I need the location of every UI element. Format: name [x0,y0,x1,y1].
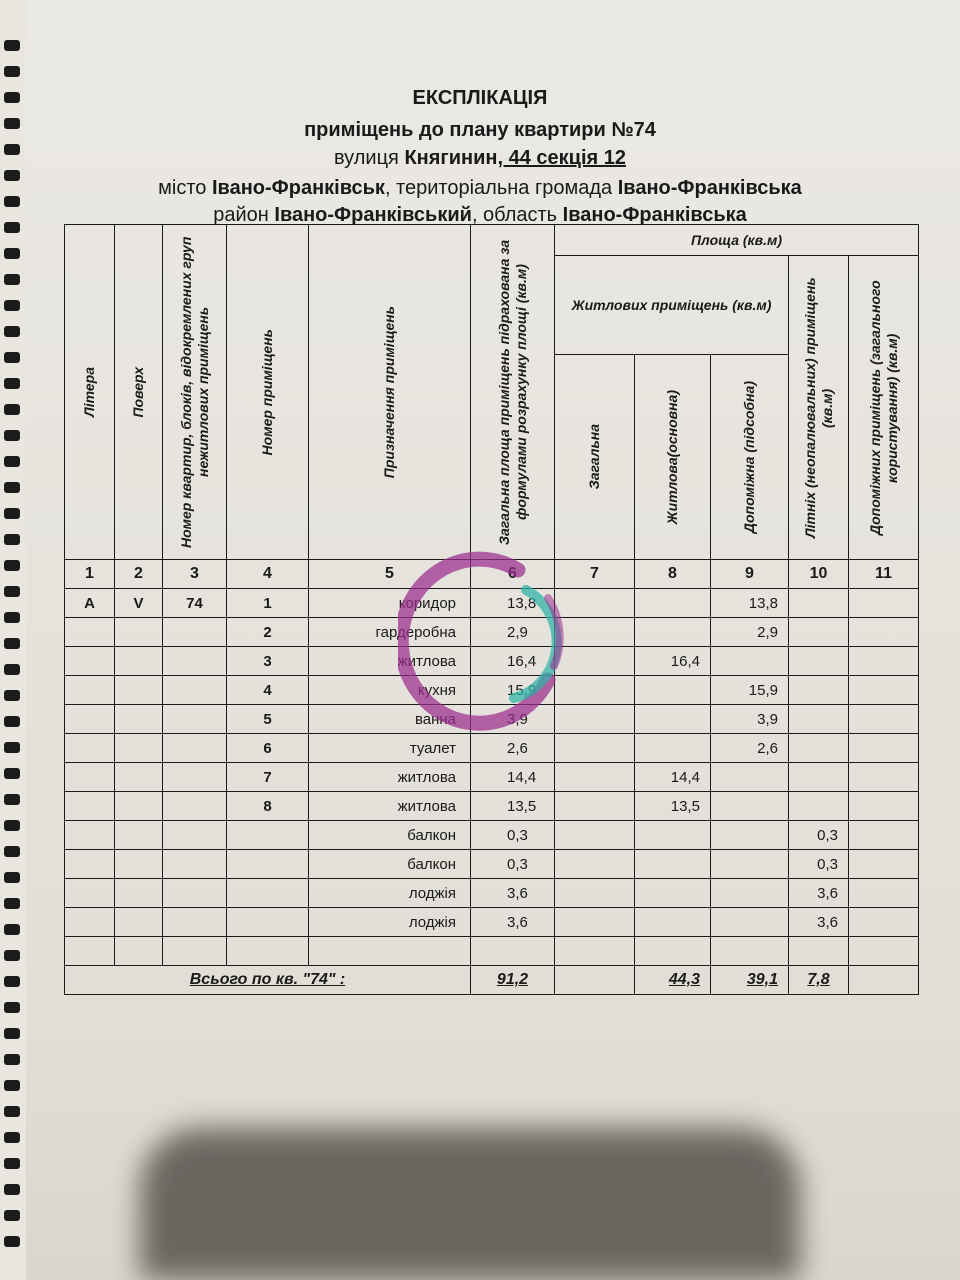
binding-coil [4,872,20,883]
cell-apartment-no [163,647,227,676]
cell-apartment-no [163,821,227,850]
cell-total-area: 3,6 [471,879,555,908]
cell-total-area: 2,9 [471,618,555,647]
table-row [65,937,919,966]
cell-total-area: 0,3 [471,850,555,879]
cell-apartment-no [163,618,227,647]
cell-room-no [227,908,309,937]
cell-auxiliary: 15,9 [711,676,789,705]
cell-general [555,850,635,879]
cell-litera [65,676,115,705]
cell-summer: 0,3 [789,821,849,850]
header-poverkh: Поверх [115,225,163,560]
cell-purpose: балкон [309,850,471,879]
cell-purpose: ванна [309,705,471,734]
cell-summer [789,734,849,763]
address-city: місто Івано-Франківськ, територіальна громада Івано-Франківська [158,177,802,199]
col-number: 9 [711,560,789,589]
total-summer: 7,8 [789,966,849,995]
binding-coil [4,1106,20,1117]
cell-main [635,821,711,850]
header-litera: Літера [65,225,115,560]
cell-apartment-no [163,879,227,908]
cell-litera [65,850,115,879]
cell-common [849,734,919,763]
col-number: 10 [789,560,849,589]
cell-total-area: 14,4 [471,763,555,792]
cell-total-area: 16,4 [471,647,555,676]
cell-main [635,937,711,966]
cell-auxiliary [711,879,789,908]
cell-room-no: 8 [227,792,309,821]
cell-main [635,676,711,705]
total-common [849,966,919,995]
binding-coil [4,612,20,623]
table-row [65,589,919,618]
cell-purpose: балкон [309,821,471,850]
col-number: 1 [65,560,115,589]
cell-general [555,763,635,792]
cell-litera: А [65,589,115,618]
cell-poverkh [115,792,163,821]
cell-litera [65,763,115,792]
cell-apartment-no [163,734,227,763]
cell-common [849,850,919,879]
binding-coil [4,820,20,831]
cell-summer [789,937,849,966]
cell-purpose: гардеробна [309,618,471,647]
column-numbers-row [65,560,919,589]
cell-purpose [309,937,471,966]
table-row [65,763,919,792]
cell-room-no: 5 [227,705,309,734]
table-row [65,850,919,879]
cell-general [555,705,635,734]
binding-coil [4,716,20,727]
doc-subtitle: приміщень до плану квартири №74 [304,119,656,141]
cell-purpose: житлова [309,763,471,792]
binding-coil [4,508,20,519]
shadow-smudge [140,1128,800,1280]
cell-apartment-no [163,676,227,705]
binding-coil [4,742,20,753]
binding-coil [4,586,20,597]
header-total-area: Загальна площа приміщень підрахована за формулами розрахунку площі (кв.м) [471,225,555,560]
cell-common [849,618,919,647]
cell-common [849,647,919,676]
cell-general [555,647,635,676]
cell-common [849,705,919,734]
cell-summer [789,618,849,647]
cell-auxiliary [711,908,789,937]
cell-room-no: 6 [227,734,309,763]
cell-purpose: кухня [309,676,471,705]
cell-summer [789,763,849,792]
cell-poverkh [115,618,163,647]
binding-coil [4,40,20,51]
binding-coil [4,534,20,545]
col-number: 6 [471,560,555,589]
header-room-no: Номер приміщень [227,225,309,560]
cell-litera [65,879,115,908]
cell-auxiliary [711,647,789,676]
cell-litera [65,908,115,937]
binding-coil [4,66,20,77]
col-number: 2 [115,560,163,589]
cell-litera [65,937,115,966]
cell-main [635,850,711,879]
doc-title: ЕКСПЛІКАЦІЯ [412,87,548,109]
cell-general [555,937,635,966]
cell-summer [789,705,849,734]
header-area: Площа (кв.м) [555,225,919,256]
cell-summer [789,647,849,676]
binding-coil [4,768,20,779]
header-apartment-no: Номер квартир, блоків, відокремлених груп нежитлових приміщень [163,225,227,560]
cell-common [849,908,919,937]
cell-main [635,618,711,647]
cell-poverkh: V [115,589,163,618]
cell-apartment-no [163,850,227,879]
col-number: 3 [163,560,227,589]
cell-total-area [471,937,555,966]
cell-litera [65,792,115,821]
cell-general [555,792,635,821]
cell-apartment-no: 74 [163,589,227,618]
cell-apartment-no [163,908,227,937]
cell-main: 14,4 [635,763,711,792]
table-row [65,821,919,850]
binding-coil [4,560,20,571]
cell-poverkh [115,676,163,705]
cell-poverkh [115,908,163,937]
total-auxiliary: 39,1 [711,966,789,995]
header-living: Житлових приміщень (кв.м) [555,256,789,355]
binding-coil [4,1002,20,1013]
binding-coil [4,924,20,935]
total-general [555,966,635,995]
cell-general [555,908,635,937]
cell-main: 16,4 [635,647,711,676]
address-district: район Івано-Франківський, область Івано-Франківська [213,204,747,226]
binding-coil [4,638,20,649]
cell-general [555,618,635,647]
binding-coil [4,1054,20,1065]
cell-auxiliary: 3,9 [711,705,789,734]
total-main: 44,3 [635,966,711,995]
header-main: Житлова(основна) [635,355,711,560]
cell-purpose: житлова [309,792,471,821]
cell-apartment-no [163,763,227,792]
cell-general [555,821,635,850]
col-number: 4 [227,560,309,589]
binding-coil [4,352,20,363]
cell-poverkh [115,850,163,879]
binding-coil [4,430,20,441]
cell-poverkh [115,937,163,966]
cell-general [555,589,635,618]
table-row [65,792,919,821]
cell-summer: 3,6 [789,908,849,937]
binding-coil [4,378,20,389]
cell-poverkh [115,821,163,850]
cell-litera [65,647,115,676]
cell-main [635,705,711,734]
binding-coil [4,1158,20,1169]
binding-coil [4,950,20,961]
cell-litera [65,821,115,850]
binding-coil [4,326,20,337]
cell-main [635,908,711,937]
cell-purpose: туалет [309,734,471,763]
cell-auxiliary [711,763,789,792]
explication-table [64,224,919,995]
cell-general [555,879,635,908]
cell-general [555,734,635,763]
binding-coil [4,976,20,987]
cell-auxiliary [711,792,789,821]
binding-coil [4,664,20,675]
binding-coil [4,898,20,909]
cell-common [849,792,919,821]
cell-room-no: 3 [227,647,309,676]
header-purpose: Призначення приміщень [309,225,471,560]
header-general: Загальна [555,355,635,560]
cell-apartment-no [163,792,227,821]
cell-summer: 0,3 [789,850,849,879]
cell-purpose: лоджія [309,879,471,908]
cell-litera [65,705,115,734]
cell-common [849,676,919,705]
address-street: вулиця Княгинин, 44 секція 12 [334,147,626,169]
table-row [65,879,919,908]
cell-total-area: 13,8 [471,589,555,618]
cell-room-no [227,850,309,879]
table-row [65,618,919,647]
cell-auxiliary: 2,6 [711,734,789,763]
cell-common [849,879,919,908]
cell-apartment-no [163,705,227,734]
cell-total-area: 13,5 [471,792,555,821]
cell-room-no [227,879,309,908]
cell-room-no [227,821,309,850]
cell-total-area: 3,6 [471,908,555,937]
cell-auxiliary: 2,9 [711,618,789,647]
cell-general [555,676,635,705]
binding-coil [4,1210,20,1221]
total-row [65,966,919,995]
cell-room-no: 7 [227,763,309,792]
cell-room-no [227,937,309,966]
cell-common [849,937,919,966]
table-row [65,676,919,705]
cell-room-no: 2 [227,618,309,647]
binding-coil [4,1028,20,1039]
cell-auxiliary [711,850,789,879]
total-label: Всього по кв. "74" : [65,966,471,995]
header-summer: Літніх (неопалювальних) приміщень (кв.м) [789,256,849,560]
total-area: 91,2 [471,966,555,995]
cell-auxiliary: 13,8 [711,589,789,618]
table-row [65,705,919,734]
binding-coil [4,456,20,467]
cell-poverkh [115,734,163,763]
cell-poverkh [115,705,163,734]
cell-purpose: коридор [309,589,471,618]
cell-common [849,763,919,792]
cell-common [849,589,919,618]
cell-apartment-no [163,937,227,966]
cell-main [635,879,711,908]
cell-summer [789,792,849,821]
cell-litera [65,734,115,763]
header-common: Допоміжних приміщень (загального користування) (кв.м) [849,256,919,560]
header-auxiliary: Допоміжна (підсобна) [711,355,789,560]
col-number: 5 [309,560,471,589]
table-row [65,908,919,937]
cell-purpose: лоджія [309,908,471,937]
cell-summer [789,589,849,618]
binding-coil [4,1236,20,1247]
col-number: 11 [849,560,919,589]
cell-common [849,821,919,850]
cell-auxiliary [711,821,789,850]
binding-coil [4,1132,20,1143]
binding-coil [4,404,20,415]
cell-auxiliary [711,937,789,966]
binding-coil [4,794,20,805]
table-row [65,647,919,676]
cell-poverkh [115,763,163,792]
cell-summer: 3,6 [789,879,849,908]
binding-coil [4,482,20,493]
cell-main [635,734,711,763]
cell-total-area: 3,9 [471,705,555,734]
cell-litera [65,618,115,647]
cell-poverkh [115,879,163,908]
cell-total-area: 15,9 [471,676,555,705]
cell-room-no: 1 [227,589,309,618]
cell-main [635,589,711,618]
col-number: 7 [555,560,635,589]
cell-purpose: житлова [309,647,471,676]
col-number: 8 [635,560,711,589]
table-row [65,734,919,763]
cell-room-no: 4 [227,676,309,705]
binding-coil [4,274,20,285]
cell-summer [789,676,849,705]
cell-total-area: 0,3 [471,821,555,850]
binding-coil [4,690,20,701]
binding-coil [4,1080,20,1091]
cell-main: 13,5 [635,792,711,821]
binding-coil [4,1184,20,1195]
binding-coil [4,248,20,259]
binding-coil [4,300,20,311]
cell-poverkh [115,647,163,676]
cell-total-area: 2,6 [471,734,555,763]
binding-coil [4,846,20,857]
